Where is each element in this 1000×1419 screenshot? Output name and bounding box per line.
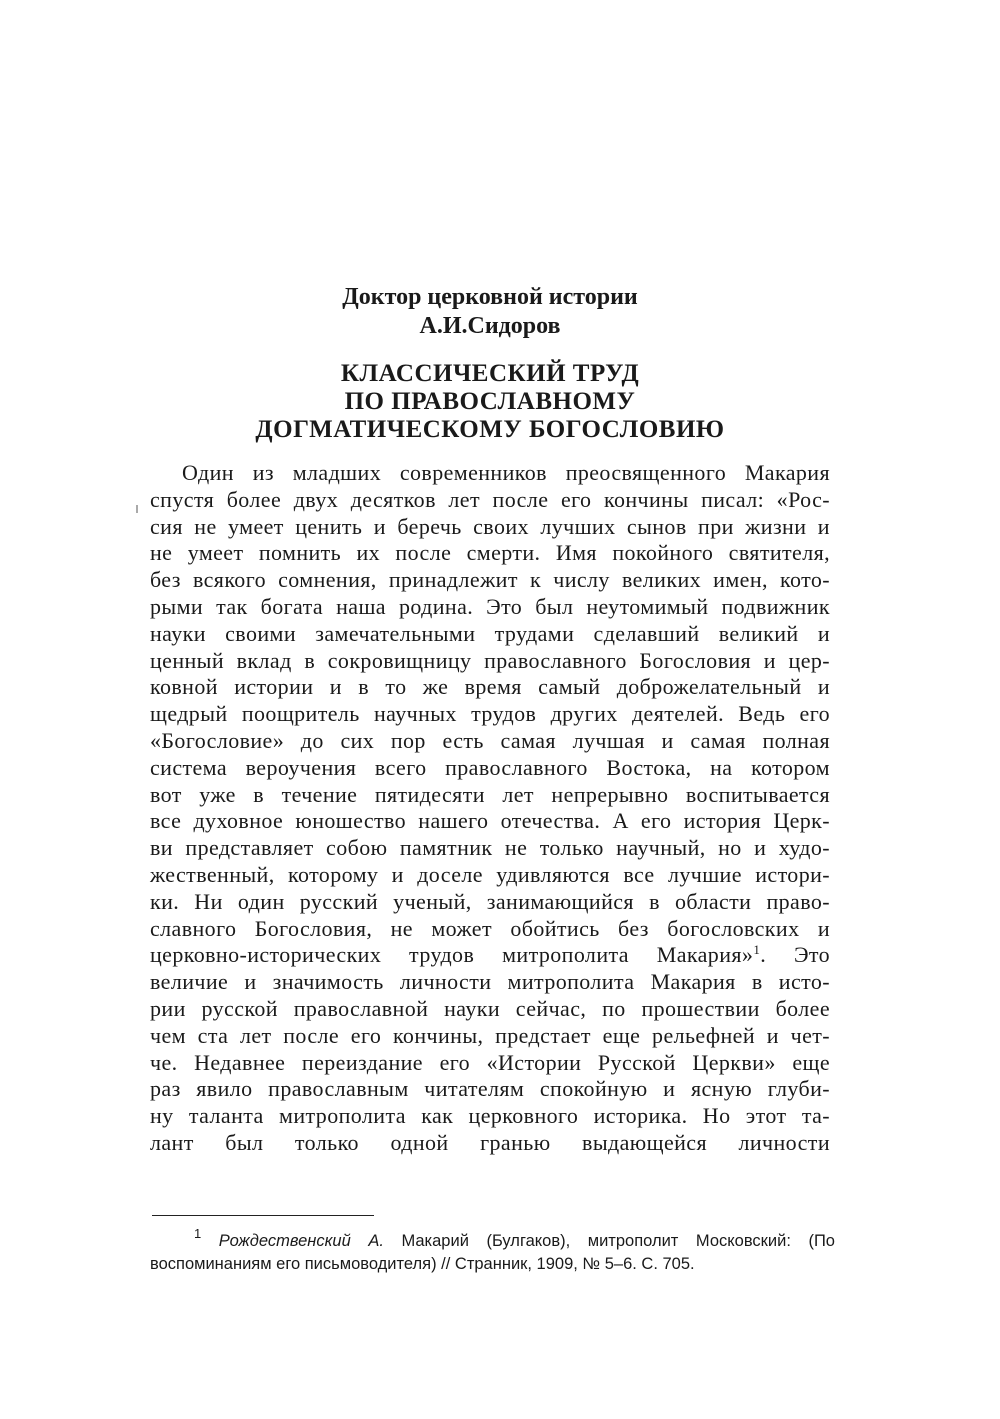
body-line: величие и значимость личности митрополита Макария в исто- bbox=[150, 969, 830, 995]
body-line: рыми так богата наша родина. Это был неутомимый подвижник bbox=[150, 593, 830, 619]
title-line: КЛАССИЧЕСКИЙ ТРУД bbox=[340, 360, 640, 387]
body-line: щедрый поощритель научных трудов других деятелей. Ведь его bbox=[150, 701, 830, 727]
body-line: ви представляет собою памятник не только научный, но и худо- bbox=[150, 835, 830, 861]
body-line-text: церковно-исторических трудов митрополита Макария» bbox=[150, 942, 754, 968]
body-line: чем ста лет после его кончины, предстает еще рельефней и чет- bbox=[150, 1022, 830, 1048]
author-role: Доктор церковной истории bbox=[342, 284, 638, 310]
margin-mark bbox=[136, 505, 138, 513]
footnote bbox=[150, 1226, 835, 1276]
footnote-divider bbox=[152, 1215, 374, 1216]
body-line: ну таланта митрополита как церковного историка. Но этот та- bbox=[150, 1103, 830, 1129]
body-line: «Богословие» до сих пор есть самая лучшая и самая полная bbox=[150, 727, 830, 753]
body-line: спустя более двух десятков лет после его кончины писал: «Рос- bbox=[150, 486, 830, 512]
author-name: А.И.Сидоров bbox=[419, 313, 561, 339]
body-line: ковной истории и в то же время самый доброжелательный и bbox=[150, 674, 830, 700]
footnote-line: воспоминаниям его письмоводителя) // Странник, 1909, № 5–6. С. 705. bbox=[150, 1255, 695, 1273]
footnote-ref[interactable]: 1 bbox=[753, 942, 761, 958]
author-block bbox=[150, 283, 830, 341]
footnote-text: Макарий (Булгаков), митрополит Московский: (По bbox=[383, 1232, 835, 1250]
article-title bbox=[150, 360, 830, 444]
title-line: ПО ПРАВОСЛАВНОМУ bbox=[344, 388, 636, 415]
body-line: славного Богословия, не может обойтись без богословских и bbox=[150, 915, 830, 941]
body-line: ки. Ни один русский ученый, занимающийся в области право- bbox=[150, 888, 830, 914]
body-line-with-footnote-ref bbox=[150, 942, 830, 969]
body-line: без всякого сомнения, принадлежит к числу великих имен, кото- bbox=[150, 567, 830, 593]
body-line: все духовное юношество нашего отечества. А его история Церк- bbox=[150, 808, 830, 834]
footnote-line bbox=[150, 1226, 835, 1253]
footnote-author: Рождественский А. bbox=[218, 1232, 384, 1250]
title-line: ДОГМАТИЧЕСКОМУ БОГОСЛОВИЮ bbox=[255, 416, 725, 443]
body-line: жественный, которому и доселе удивляются все лучшие истори- bbox=[150, 861, 830, 887]
body-line: ценный вклад в сокровищницу православного Богословия и цер- bbox=[150, 647, 830, 673]
footnote-mark: 1 bbox=[194, 1226, 202, 1241]
body-line: не умеет помнить их после смерти. Имя покойного святителя, bbox=[150, 540, 830, 566]
body-line-text: . Это bbox=[760, 942, 830, 968]
body-paragraph bbox=[150, 460, 830, 1157]
body-line: Один из младших современников преосвященного Макария bbox=[182, 460, 830, 485]
body-line: система вероучения всего православного Востока, на котором bbox=[150, 754, 830, 780]
body-line: вот уже в течение пятидесяти лет непрерывно воспитывается bbox=[150, 781, 830, 807]
body-line: сия не умеет ценить и беречь своих лучших сынов при жизни и bbox=[150, 513, 830, 539]
body-line: лант был только одной гранью выдающейся личности bbox=[150, 1129, 830, 1155]
body-line: раз явило православным читателям спокойную и ясную глуби- bbox=[150, 1076, 830, 1102]
body-line: че. Недавнее переиздание его «Истории Русской Церкви» еще bbox=[150, 1049, 830, 1075]
body-line: науки своими замечательными трудами сделавший великий и bbox=[150, 620, 830, 646]
body-line: рии русской православной науки сейчас, по прошествии более bbox=[150, 995, 830, 1021]
